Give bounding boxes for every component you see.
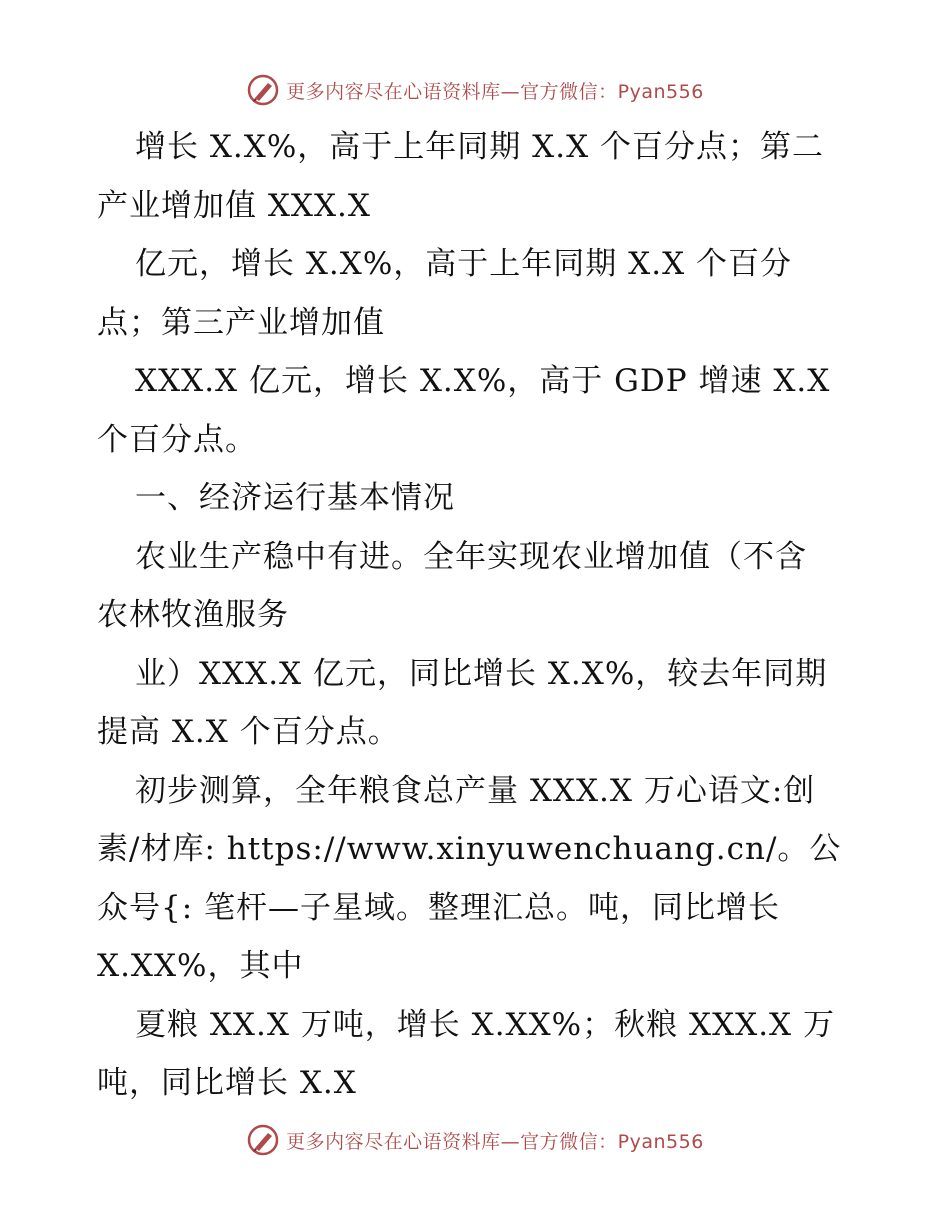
text-line: 亿元，增长 X.X%，高于上年同期 X.X 个百分: [135, 246, 793, 282]
text-line: 农业生产稳中有进。全年实现农业增加值（不含: [135, 538, 807, 575]
text-line: 众号{: 笔杆—子星域。整理汇总。吨，同比增长: [97, 889, 781, 926]
pen-seal-icon: [246, 1123, 280, 1157]
text-line: 夏粮 XX.X 万吨，增长 X.XX%；秋粮 XXX.X 万: [135, 1006, 835, 1043]
text-line: XXX.X 亿元，增长 X.X%，高于 GDP 增速 X.X: [135, 363, 831, 399]
header-banner: [0, 70, 950, 110]
text-line: X.XX%，其中: [97, 948, 304, 984]
text-line: 一、经济运行基本情况: [135, 480, 455, 516]
text-line: 产业增加值 XXX.X: [97, 187, 371, 224]
text-line: 初步测算，全年粮食总产量 XXX.X 万心语文:创: [135, 772, 816, 809]
footer-banner: [0, 1120, 950, 1160]
text-line: 业）XXX.X 亿元，同比增长 X.X%，较去年同期: [135, 655, 828, 692]
banner-text: 更多内容尽在心语资料库—官方微信：Pyan556: [286, 80, 704, 103]
text-line: 个百分点。: [97, 421, 257, 458]
document-body: [97, 118, 857, 1113]
text-line: 点；第三产业增加值: [97, 304, 385, 341]
banner-text: 更多内容尽在心语资料库—官方微信：Pyan556: [286, 1130, 704, 1153]
text-line: 增长 X.X%，高于上年同期 X.X 个百分点；第二: [135, 129, 825, 165]
text-line: 提高 X.X 个百分点。: [97, 714, 400, 750]
pen-seal-icon: [246, 73, 280, 107]
text-line: 吨，同比增长 X.X: [97, 1065, 357, 1101]
text-line: 素/材库: https://www.xinyuwenchuang.cn/。公: [97, 831, 842, 867]
text-line: 农林牧渔服务: [97, 597, 289, 633]
